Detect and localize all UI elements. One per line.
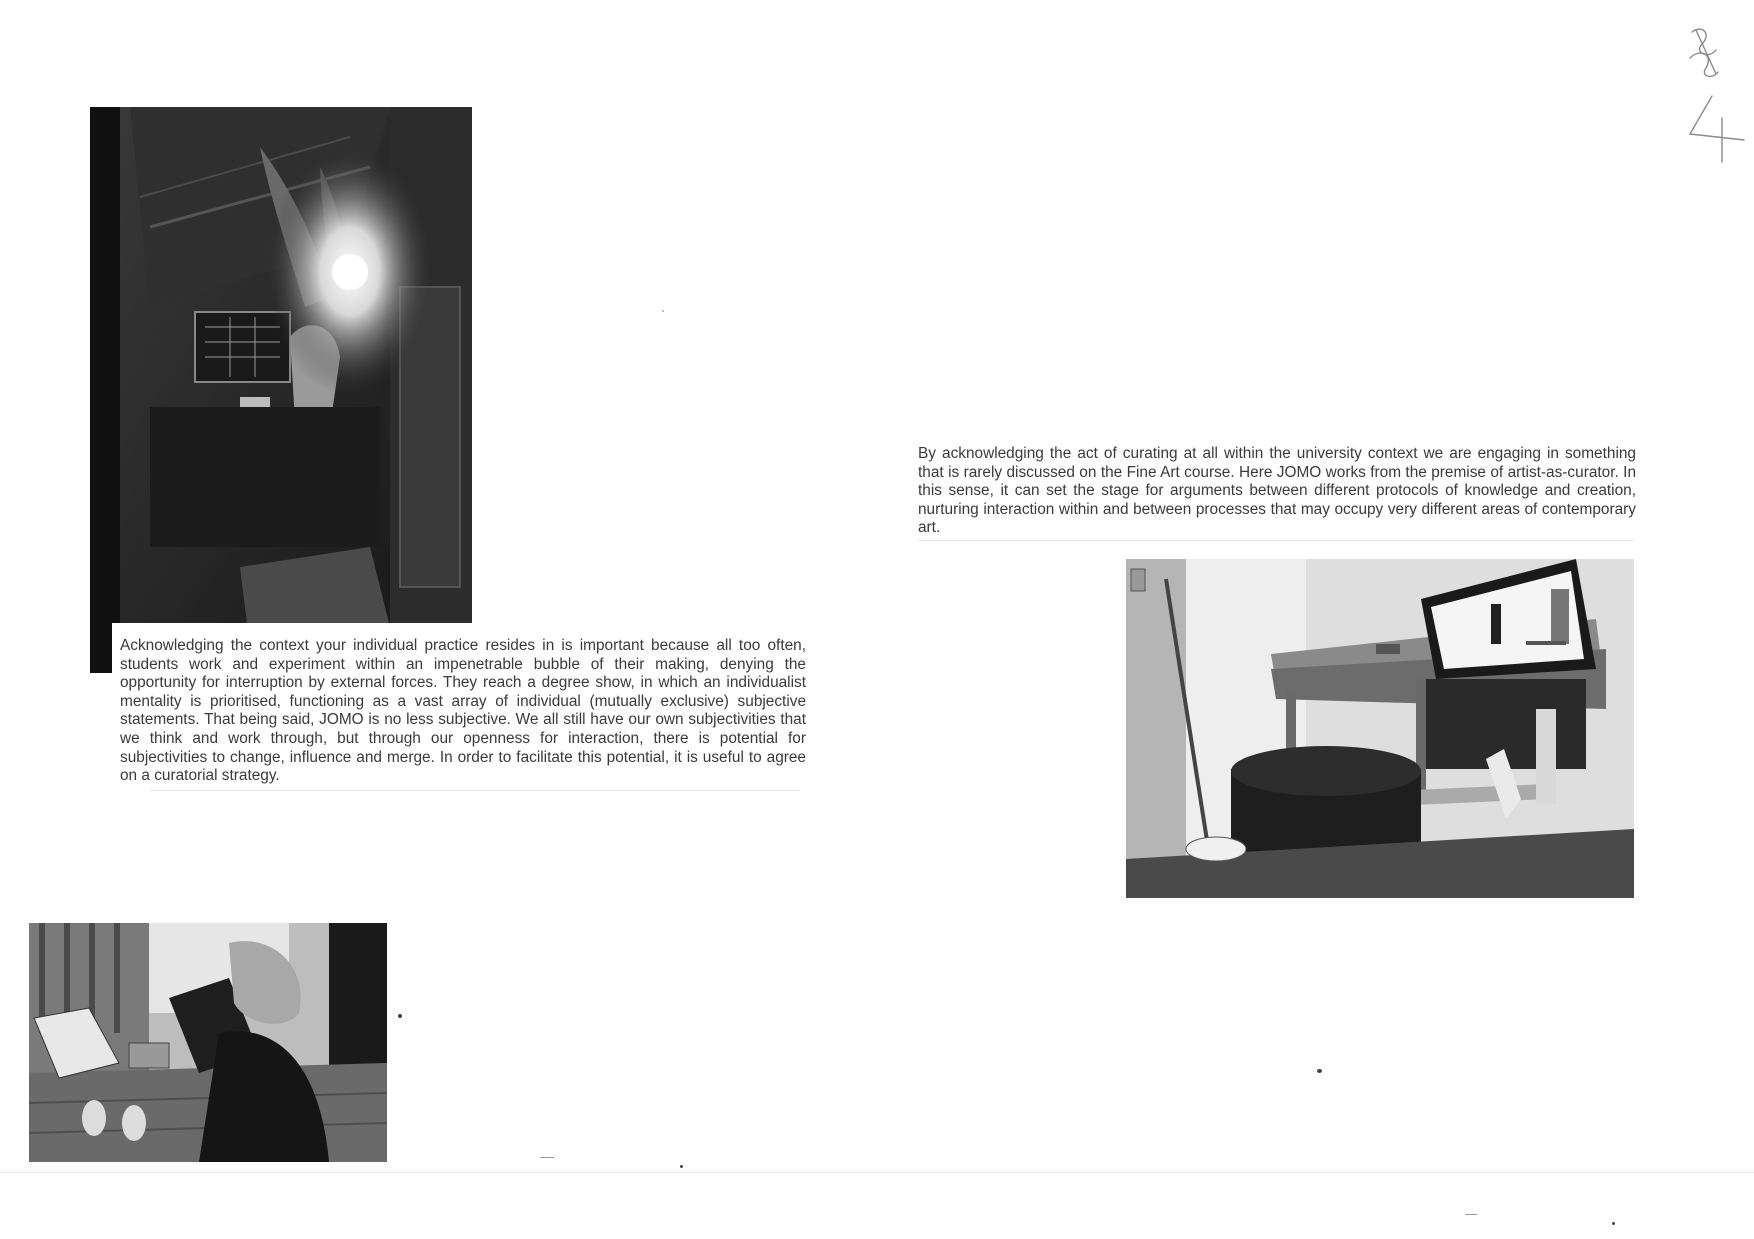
right-paragraph: By acknowledging the act of curating at all within the university context we are engaging in something that is rarely discussed on the Fine Art course. Here JOMO works from the premise of artist-as-curator. In this sense, it can set the stage for arguments between different protocols of knowledge and creation, nurturing interaction within and between processes that may occupy very different areas of contemporary art. xyxy=(918,445,1636,537)
scan-speck xyxy=(398,1014,402,1018)
photo-studio-interior xyxy=(90,107,472,673)
page-mark-drawing xyxy=(1672,10,1752,170)
left-paragraph-rule xyxy=(150,790,800,791)
photo-sink-laptop xyxy=(1126,559,1634,898)
scan-line xyxy=(0,1172,1754,1173)
photo-studio-floor xyxy=(29,923,387,1162)
scan-speck xyxy=(1612,1222,1615,1225)
scan-speck xyxy=(680,1165,683,1168)
scan-speck xyxy=(1317,1069,1322,1073)
scan-speck xyxy=(662,310,664,312)
right-paragraph-rule xyxy=(918,540,1634,541)
right-paragraph-block xyxy=(918,445,1636,538)
left-paragraph-block xyxy=(112,623,810,792)
handwritten-page-mark xyxy=(1672,10,1752,170)
left-paragraph: Acknowledging the context your individual practice resides in is important because all too often, students work and experiment within an impenetrable bubble of their making, denying the opportunity for interruption by external forces. They reach a degree show, in which an individualist mentality is prioritised, functioning as a vast array of individual (mutually exclusive) subjective statements. That being said, JOMO is no less subjective. We all still have our own subjectivities that we think and work through, but through our openness for interaction, there is potential for subjectivities to change, influence and merge. In order to facilitate this potential, it is useful to agree on a curatorial strategy. xyxy=(120,637,806,785)
scan-dash xyxy=(540,1157,554,1158)
scan-dash xyxy=(1465,1214,1477,1215)
